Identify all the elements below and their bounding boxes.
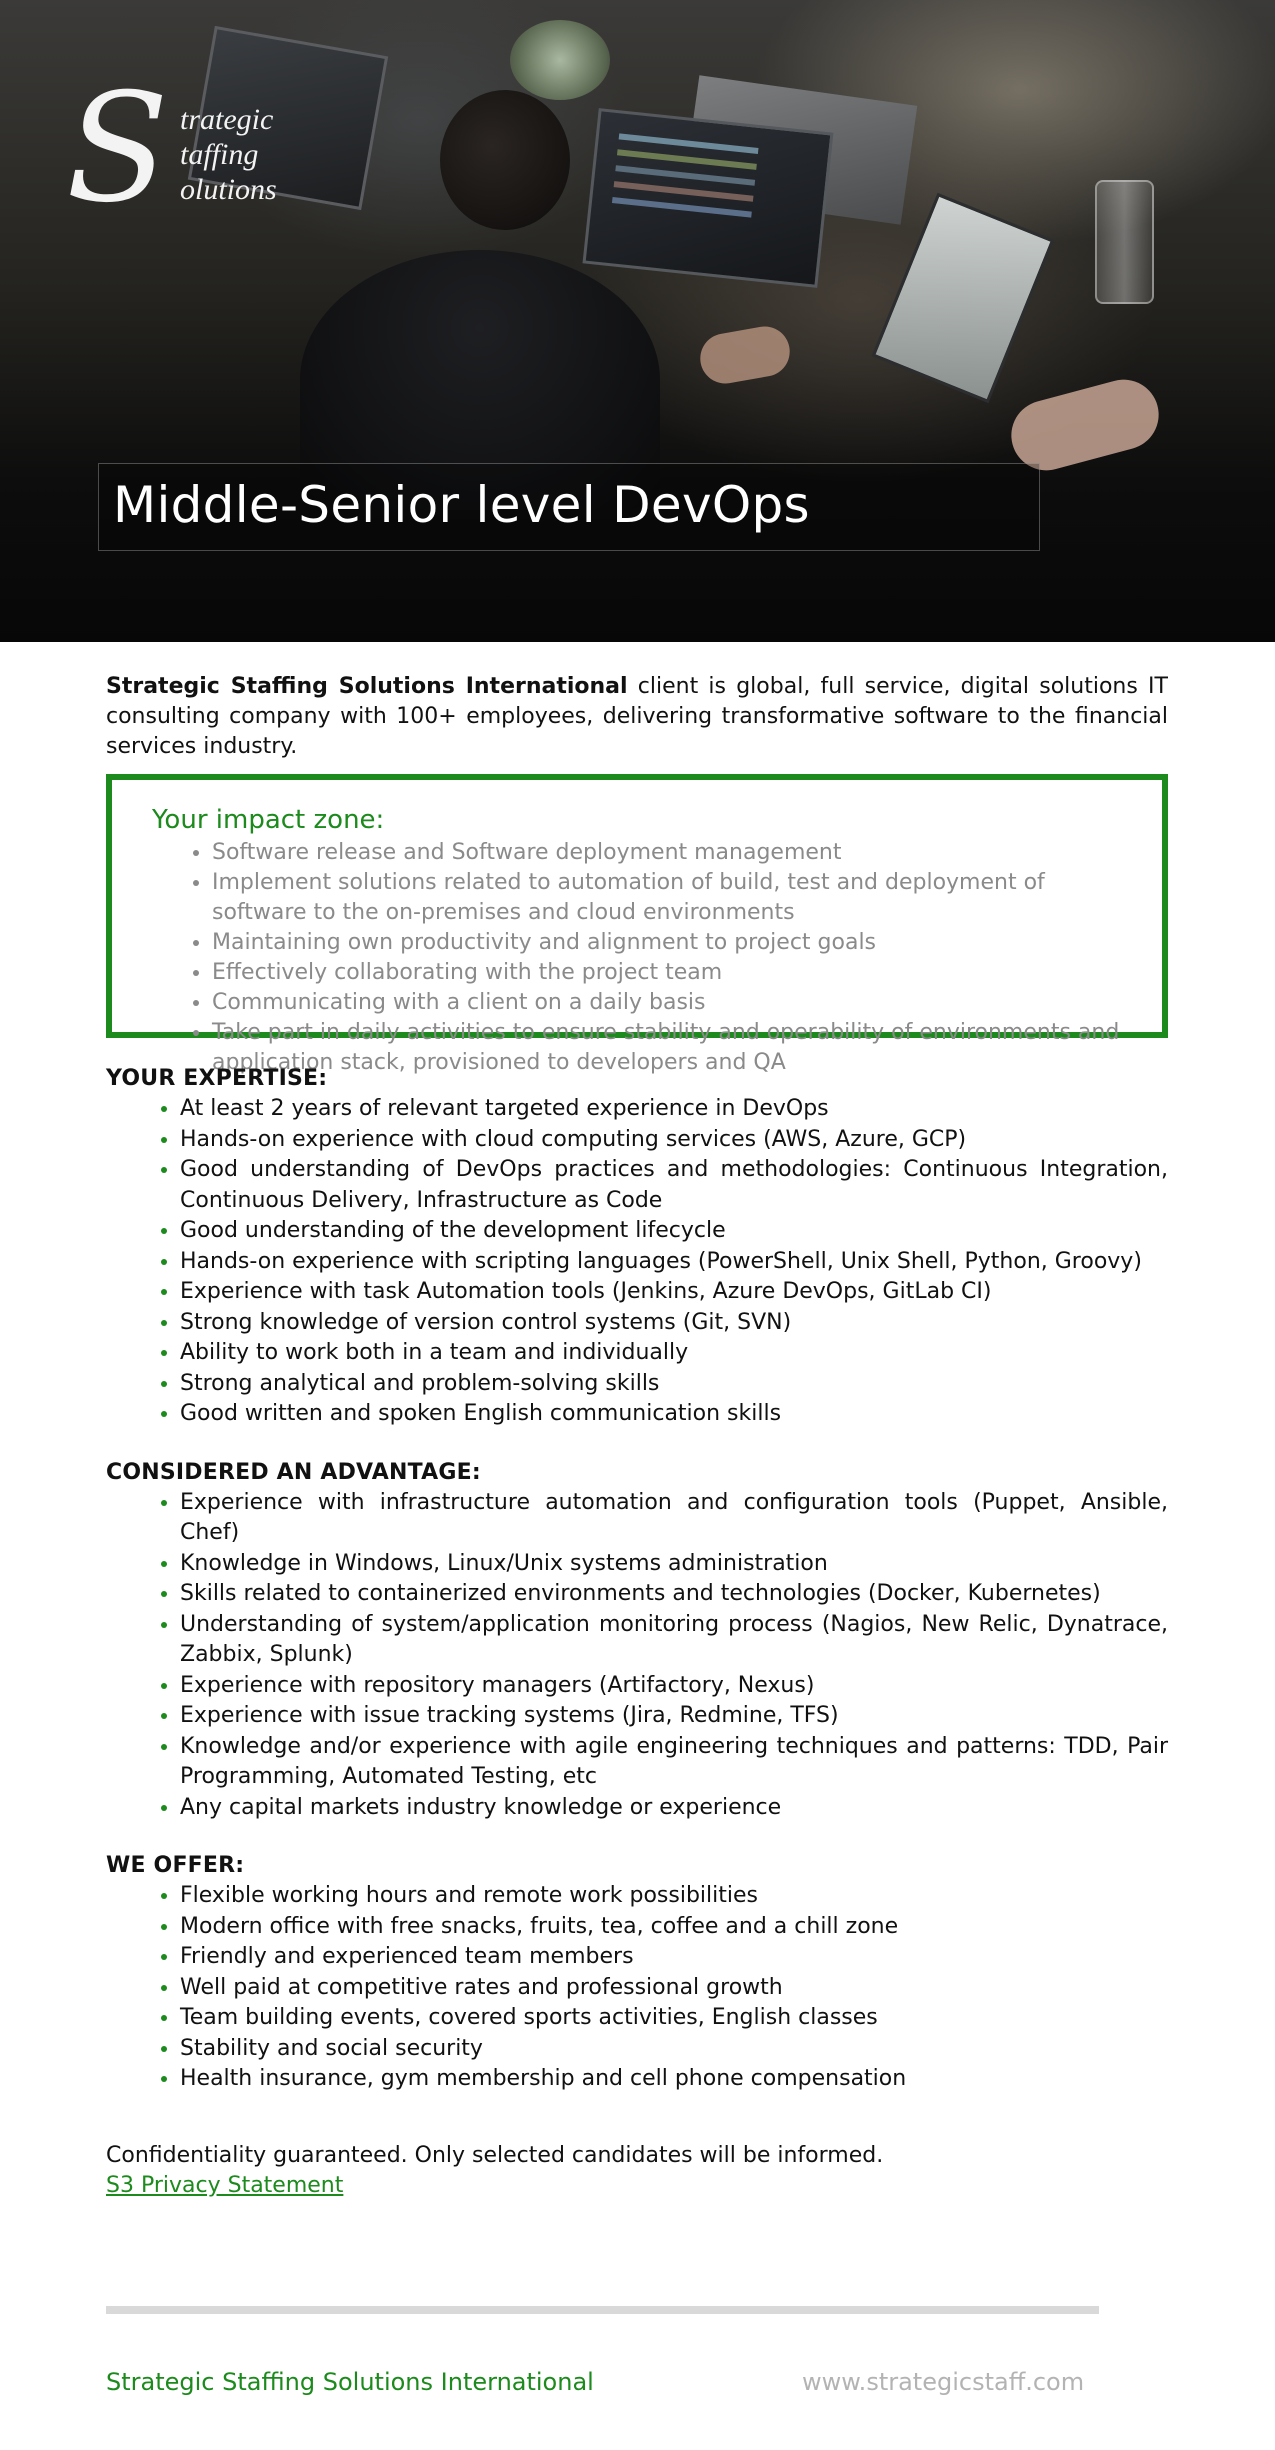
- list-item: • Ability to work both in a team and individually: [180, 1338, 1168, 1369]
- job-description: [106, 672, 1168, 2201]
- list-item: • Strong knowledge of version control systems (Git, SVN): [180, 1308, 1168, 1339]
- list-item: • Skills related to containerized environments and technologies (Docker, Kubernetes): [180, 1579, 1168, 1610]
- footer-company-name: Strategic Staffing Solutions International: [106, 2368, 594, 2396]
- list-item: • Modern office with free snacks, fruits, tea, coffee and a chill zone: [180, 1912, 1168, 1943]
- list-item: • Experience with infrastructure automation and configuration tools (Puppet, Ansible, Chef): [180, 1488, 1168, 1549]
- logo-word: trategic: [180, 103, 274, 136]
- logo-word: taffing: [180, 138, 259, 171]
- company-logo: [66, 62, 306, 248]
- person-head-image: [440, 90, 570, 230]
- impact-zone-list: [152, 838, 1122, 1078]
- confidentiality-note: Confidentiality guaranteed. Only selected candidates will be informed.: [106, 2142, 884, 2168]
- intro-company-name: Strategic Staffing Solutions International: [106, 674, 628, 699]
- list-item: • Any capital markets industry knowledge or experience: [180, 1793, 1168, 1824]
- laptop-image: [582, 108, 833, 288]
- list-item: • Health insurance, gym membership and cell phone compensation: [180, 2064, 1168, 2095]
- list-item: • Understanding of system/application monitoring process (Nagios, New Relic, Dynatrace, Zabbix, Splunk): [180, 1610, 1168, 1671]
- impact-zone-box: [106, 774, 1168, 1075]
- hero-banner: [0, 0, 1275, 642]
- job-title: Middle-Senior level DevOps: [113, 476, 810, 534]
- logo-wordmark: [180, 102, 277, 207]
- footer-website[interactable]: www.strategicstaff.com: [802, 2368, 1085, 2396]
- expertise-section: [106, 1064, 1168, 1430]
- logo-monogram: S: [66, 62, 169, 236]
- glass-image: [1095, 180, 1154, 304]
- list-item: • Stability and social security: [180, 2034, 1168, 2065]
- list-item: • Maintaining own productivity and alignment to project goals: [212, 928, 1122, 958]
- list-item: • Strong analytical and problem-solving skills: [180, 1369, 1168, 1400]
- intro-paragraph: [106, 672, 1168, 762]
- advantage-heading: CONSIDERED AN ADVANTAGE:: [106, 1459, 481, 1485]
- offer-heading: WE OFFER:: [106, 1853, 245, 1878]
- list-item: • Take part in daily activities to ensure stability and operability of environments and application stack, provisioned to developers and QA: [212, 1018, 1122, 1078]
- logo-word: olutions: [180, 173, 277, 206]
- list-item: • Well paid at competitive rates and professional growth: [180, 1973, 1168, 2004]
- list-item: • Experience with task Automation tools (Jenkins, Azure DevOps, GitLab CI): [180, 1277, 1168, 1308]
- list-item: • Good understanding of the development lifecycle: [180, 1216, 1168, 1247]
- footer-divider: [106, 2306, 1099, 2314]
- intro-text: client is global, full service, digital solutions IT consulting company with 100+ employees, delivering transformative software to the financial services industry.: [106, 674, 1168, 759]
- plant-image: [510, 20, 610, 100]
- list-item: • Experience with issue tracking systems (Jira, Redmine, TFS): [180, 1701, 1168, 1732]
- job-title-box: [98, 463, 1040, 551]
- privacy-statement-link[interactable]: S3 Privacy Statement: [106, 2172, 344, 2198]
- list-item: • Implement solutions related to automation of build, test and deployment of software to the on-premises and cloud environments: [212, 868, 1122, 928]
- list-item: • Good written and spoken English communication skills: [180, 1399, 1168, 1430]
- offer-section: [106, 1851, 1168, 2095]
- list-item: • Team building events, covered sports activities, English classes: [180, 2003, 1168, 2034]
- list-item: • Knowledge in Windows, Linux/Unix systems administration: [180, 1549, 1168, 1580]
- list-item: • Good understanding of DevOps practices and methodologies: Continuous Integration, Continuous Delivery, Infrastructure as Code: [180, 1155, 1168, 1216]
- advantage-section: [106, 1458, 1168, 1824]
- impact-zone-heading: Your impact zone:: [152, 805, 385, 835]
- list-item: • Knowledge and/or experience with agile engineering techniques and patterns: TDD, Pair Programming, Automated Testing, etc: [180, 1732, 1168, 1793]
- list-item: • At least 2 years of relevant targeted experience in DevOps: [180, 1094, 1168, 1125]
- list-item: • Hands-on experience with scripting languages (PowerShell, Unix Shell, Python, Groovy): [180, 1247, 1168, 1278]
- list-item: • Software release and Software deployment management: [212, 838, 1122, 868]
- list-item: • Communicating with a client on a daily basis: [212, 988, 1122, 1018]
- list-item: • Flexible working hours and remote work possibilities: [180, 1881, 1168, 1912]
- advantage-list: [106, 1488, 1168, 1824]
- list-item: • Effectively collaborating with the project team: [212, 958, 1122, 988]
- offer-list: [106, 1881, 1168, 2095]
- expertise-heading: YOUR EXPERTISE:: [106, 1066, 328, 1091]
- list-item: • Experience with repository managers (Artifactory, Nexus): [180, 1671, 1168, 1702]
- list-item: • Hands-on experience with cloud computing services (AWS, Azure, GCP): [180, 1125, 1168, 1156]
- expertise-list: [106, 1094, 1168, 1430]
- hand-image: [696, 323, 793, 388]
- list-item: • Friendly and experienced team members: [180, 1942, 1168, 1973]
